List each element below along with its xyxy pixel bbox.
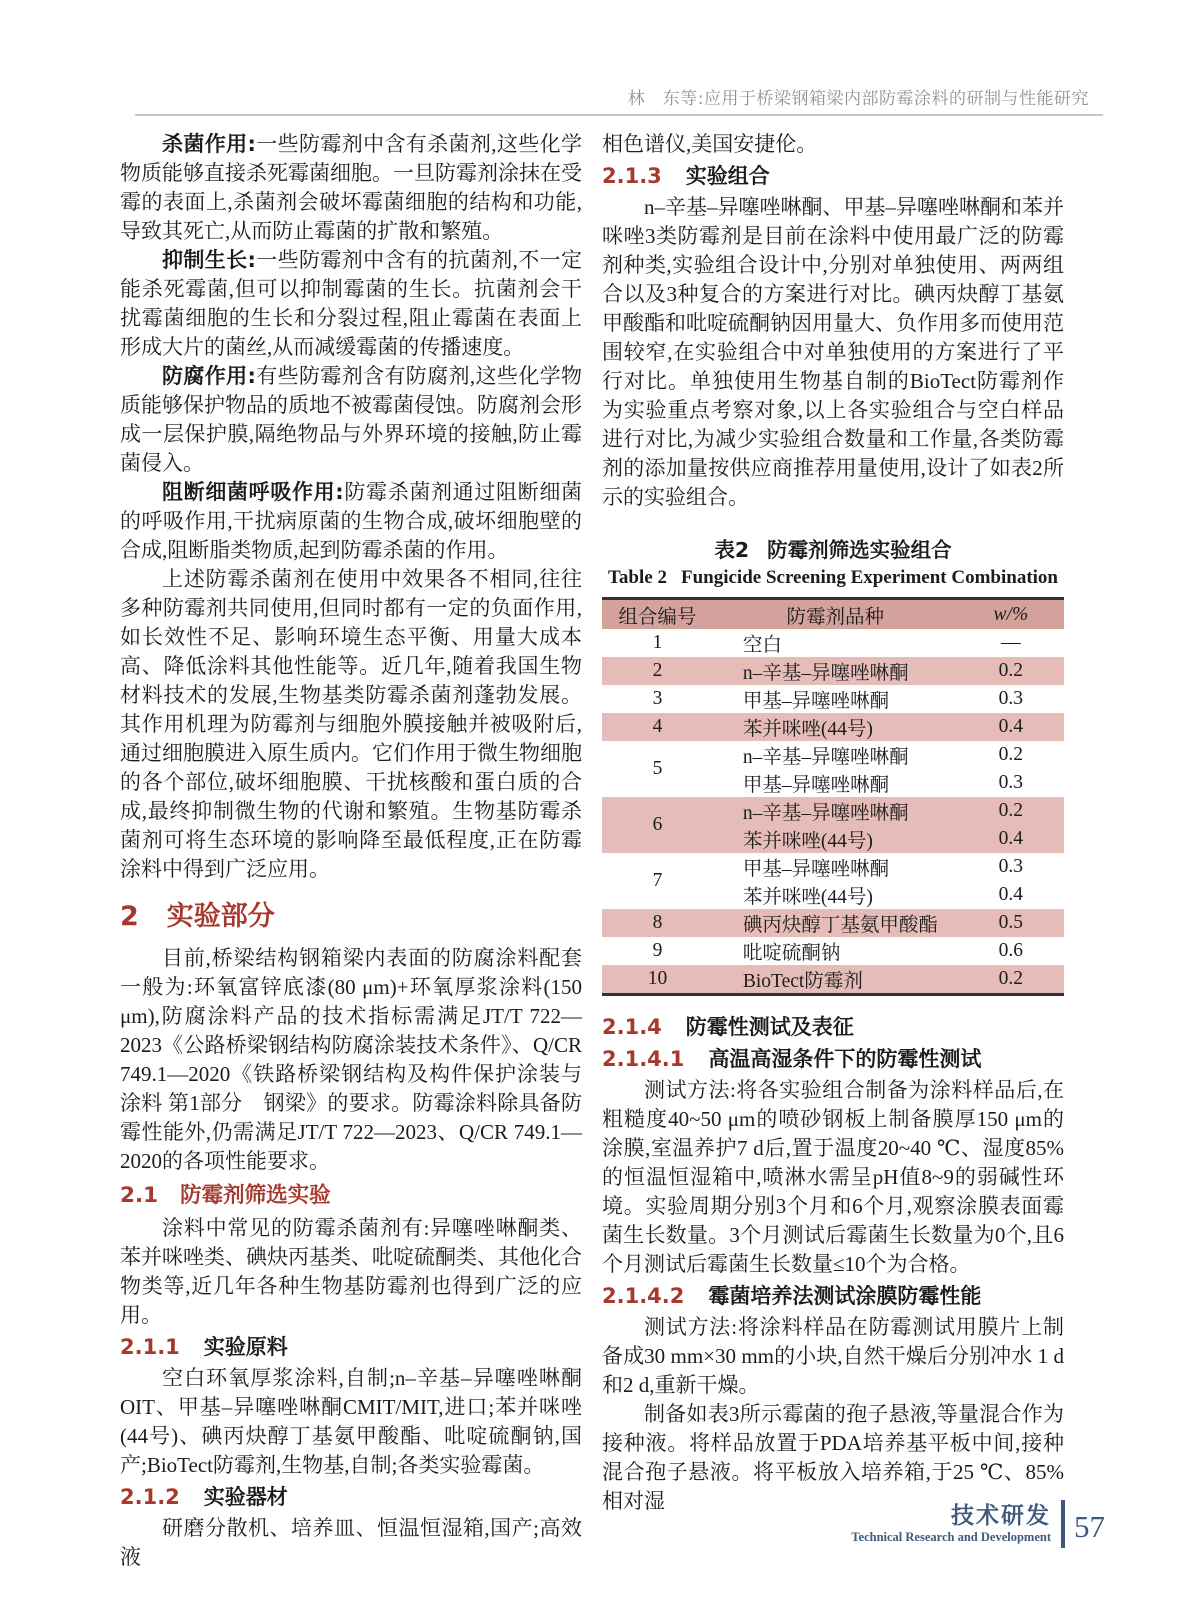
paragraph-spore-suspension: 制备如表3所示霉菌的孢子悬液,等量混合作为接种液。将样品放置于PDA培养基平板中间,接种混合孢子悬液。将平板放入培养箱,于25 ℃、85%相对湿 — [602, 1402, 1064, 1513]
table-header-row — [602, 599, 1064, 630]
table2-caption-cn — [602, 536, 1064, 564]
col-header-weight-percent: w/% — [958, 599, 1064, 630]
cell-w: 0.2 — [958, 657, 1064, 685]
table-row — [602, 741, 1064, 769]
section-2-1-4-1-heading — [602, 1044, 1064, 1074]
fungicide-screening-table — [602, 597, 1064, 996]
table-row — [602, 965, 1064, 995]
paragraph-high-temp-humidity-test: 测试方法:将各实验组合制备为涂料样品后,在粗糙度40~50 μm的喷砂钢板上制备膜厚150 μm的涂膜,室温养护7 d后,置于温度20~40 ℃、湿度85%的恒温恒湿箱中,喷淋水需呈pH值8~9的弱碱性环境。实验周期分别3个月和6个月,观察涂膜表面霉菌生长数量。3个月测试后霉菌生长数量为0个,且6个月测试后霉菌生长数量≤10个为合格。 — [602, 1078, 1064, 1276]
table-row — [602, 713, 1064, 741]
col-header-combination-no: 组合编号 — [602, 599, 713, 630]
paragraph-growth-inhibition — [120, 246, 582, 362]
cell-name: n–辛基–异噻唑啉酮 — [713, 797, 958, 825]
cell-name: 苯并咪唑(44号) — [713, 713, 958, 741]
cell-no: 7 — [652, 870, 663, 891]
cell-no: 3 — [652, 688, 663, 709]
cell-w: 0.2 — [998, 744, 1024, 765]
table-row — [602, 629, 1064, 657]
paragraph-coating-system: 目前,桥梁结构钢箱梁内表面的防腐涂料配套一般为:环氧富锌底漆(80 μm)+环氧厚浆涂料(150 μm),防腐涂料产品的技术指标需满足JT/T 722—2023《公路桥梁钢结构防腐涂装技术条件》、Q/CR 749.1—2020《铁路桥梁钢结构及构件保护涂装与涂料 第1部分 钢梁》的要求。防霉涂料除具备防霉性能外,仍需满足JT/T 722—2023、Q/CR 749.1—2020的各项性能要求。 — [120, 946, 582, 1173]
paragraph-equipment-continued: 相色谱仪,美国安捷伦。 — [602, 132, 818, 156]
table2-caption-en-label: Table 2 — [608, 567, 667, 588]
paragraph-raw-materials: 空白环氧厚浆涂料,自制;n–辛基–异噻唑啉酮OIT、甲基–异噻唑啉酮CMIT/MIT,进口;苯并咪唑(44号)、碘丙炔醇丁基氨甲酸酯、吡啶硫酮钠,国产;BioTect防霉剂,生物基,自制;各类实验霉菌。 — [120, 1366, 582, 1477]
cell-name: 甲基–异噻唑啉酮 — [742, 859, 890, 880]
paragraph-sterilization — [120, 130, 582, 246]
section-title: 霉菌培养法测试涂膜防霉性能 — [708, 1284, 982, 1308]
section-number: 2.1.4 — [602, 1015, 662, 1039]
table2-caption-cn-title: 防霉剂筛选实验组合 — [767, 538, 952, 562]
cell-no: 1 — [652, 632, 663, 653]
footer-section-label — [851, 1503, 1051, 1545]
section-2-1-4-heading — [602, 1012, 1064, 1042]
section-number: 2.1.1 — [120, 1335, 180, 1359]
section-2-1-2-heading — [120, 1482, 582, 1512]
cell-name: 苯并咪唑(44号) — [742, 887, 873, 908]
paragraph-lead: 杀菌作用: — [162, 132, 256, 156]
two-column-body — [120, 130, 1064, 1572]
cell-w: 0.4 — [958, 713, 1064, 741]
paragraph-text: 有些防霉剂含有防腐剂,这些化学物质能够保护物品的质地不被霉菌侵蚀。防腐剂会形成一层保护膜,隔绝物品与外界环境的接触,防止霉菌侵入。 — [120, 364, 582, 475]
cell-no: 5 — [652, 758, 663, 779]
paragraph-summary — [120, 565, 582, 884]
section-2-1-4-2-heading — [602, 1281, 1064, 1311]
table2-caption-en-title: Fungicide Screening Experiment Combination — [680, 567, 1058, 588]
cell-name: 甲基–异噻唑啉酮 — [742, 775, 890, 796]
cell-w: 0.4 — [998, 884, 1024, 905]
paragraph-lead: 抑制生长: — [162, 248, 256, 272]
col-header-fungicide-type: 防霉剂品种 — [713, 599, 958, 630]
paragraph-equipment: 研磨分散机、培养皿、恒温恒湿箱,国产;高效液 — [120, 1516, 582, 1569]
table2-caption-en — [602, 564, 1064, 591]
section-title: 实验器材 — [203, 1485, 288, 1509]
section-title: 高温高湿条件下的防霉性测试 — [708, 1047, 982, 1071]
cell-w: 0.3 — [998, 856, 1024, 877]
footer-section-en: Technical Research and Development — [851, 1530, 1051, 1544]
cell-no: 2 — [602, 657, 713, 685]
cell-w: 0.4 — [958, 825, 1064, 853]
cell-name: 空白 — [742, 635, 782, 656]
cell-w: 0.5 — [958, 909, 1064, 937]
paragraph-anticorrosion — [120, 362, 582, 478]
cell-no: 6 — [602, 797, 713, 853]
table-row — [602, 685, 1064, 713]
cell-w: — — [1001, 632, 1021, 653]
paragraph-mold-culture-method: 测试方法:将涂料样品在防霉测试用膜片上制备成30 mm×30 mm的小块,自然干燥后分别冲水 1 d和2 d,重新干燥。 — [602, 1315, 1064, 1397]
running-head-wrap — [135, 84, 1103, 116]
cell-name: 碘丙炔醇丁基氨甲酸酯 — [713, 909, 958, 937]
paragraph-text: 上述防霉杀菌剂在使用中效果各不相同,往往多种防霉剂共同使用,但同时都有一定的负面作用,如长效性不足、影响环境生态平衡、用量大成本高、降低涂料其他性能等。近几年,随着我国生物材料技术的发展,生物基类防霉杀菌剂蓬勃发展。其作用机理为防霉剂与细胞外膜接触并被吸附后,通过细胞膜进入原生质内。它们作用于微生物细胞的各个部位,破坏细胞膜、干扰核酸和蛋白质的合成,最终抑制微生物的代谢和繁殖。生物基防霉杀菌剂可将生态环境的影响降至最低程度,正在防霉涂料中得到广泛应用。 — [120, 567, 582, 881]
section-title: 实验部分 — [166, 901, 275, 932]
cell-name: n–辛基–异噻唑啉酮 — [742, 747, 909, 768]
cell-w: 0.2 — [958, 797, 1064, 825]
paragraph-combination-design: n–辛基–异噻唑啉酮、甲基–异噻唑啉酮和苯并咪唑3类防霉剂是目前在涂料中使用最广泛的防霉剂种类,实验组合设计中,分别对单独使用、两两组合以及3种复合的方案进行对比。碘丙炔醇丁基氨甲酸酯和吡啶硫酮钠因用量大、负作用多而使用范围较窄,在实验组合中对单独使用的方案进行了平行对比。单独使用生物基自制的BioTect防霉剂作为实验重点考察对象,以上各实验组合与空白样品进行对比,为减少实验组合数量和工作量,各类防霉剂的添加量按供应商推荐用量使用,设计了如表2所示的实验组合。 — [602, 195, 1064, 509]
cell-no: 10 — [602, 965, 713, 995]
cell-name: 甲基–异噻唑啉酮 — [742, 691, 890, 712]
section-title: 防霉性测试及表征 — [685, 1015, 854, 1039]
table2-block — [602, 536, 1064, 996]
section-2-1-1-heading — [120, 1332, 582, 1362]
cell-w: 0.3 — [998, 772, 1024, 793]
cell-w: 0.2 — [958, 965, 1064, 995]
table-row — [602, 937, 1064, 965]
paragraph-respiration-block — [120, 478, 582, 565]
page-number: 57 — [1074, 1509, 1105, 1544]
paragraph-text: 一些防霉剂中含有杀菌剂,这些化学物质能够直接杀死霉菌细胞。一旦防霉剂涂抹在受霉的表面上,杀菌剂会破坏霉菌细胞的结构和功能,导致其死亡,从而防止霉菌的扩散和繁殖。 — [120, 132, 582, 243]
cell-name: n–辛基–异噻唑啉酮 — [713, 657, 958, 685]
section-number: 2.1.4.1 — [602, 1047, 685, 1071]
section-title: 实验组合 — [685, 164, 770, 188]
running-head: 林 东等:应用于桥梁钢箱梁内部防霉涂料的研制与性能研究 — [627, 89, 1089, 109]
page-footer — [851, 1500, 1105, 1548]
paragraph-text: 一些防霉剂中含有的抗菌剂,不一定能杀死霉菌,但可以抑制霉菌的生长。抗菌剂会干扰霉菌细胞的生长和分裂过程,阻止霉菌在表面上形成大片的菌丝,从而减缓霉菌的传播速度。 — [120, 248, 582, 359]
cell-name: 苯并咪唑(44号) — [713, 825, 958, 853]
section-number: 2.1 — [120, 1183, 159, 1208]
footer-divider-bar — [1061, 1500, 1065, 1548]
cell-name: BioTect防霉剂 — [713, 965, 958, 995]
table-row — [602, 853, 1064, 881]
section-title: 实验原料 — [203, 1335, 288, 1359]
cell-no: 8 — [602, 909, 713, 937]
section-number: 2.1.3 — [602, 164, 662, 188]
section-number: 2.1.4.2 — [602, 1284, 685, 1308]
cell-no: 9 — [652, 940, 663, 961]
table2-caption-cn-label: 表2 — [714, 538, 750, 562]
section-2-heading — [120, 900, 582, 934]
section-title: 防霉剂筛选实验 — [180, 1183, 331, 1208]
section-2-1-3-heading — [602, 161, 1064, 191]
section-2-1-heading — [120, 1181, 582, 1211]
paragraph-lead: 阻断细菌呼吸作用: — [162, 480, 344, 504]
cell-no: 4 — [602, 713, 713, 741]
footer-section-cn: 技术研发 — [951, 1503, 1051, 1529]
right-column — [602, 130, 1064, 1572]
header-rule — [135, 114, 1103, 116]
table-row — [602, 909, 1064, 937]
cell-w: 0.6 — [998, 940, 1024, 961]
paragraph-text: 防霉杀菌剂通过阻断细菌的呼吸作用,干扰病原菌的生物合成,破坏细胞壁的合成,阻断脂类物质,起到防霉杀菌的作用。 — [120, 480, 582, 562]
table-row — [602, 657, 1064, 685]
section-number: 2 — [120, 901, 139, 932]
paragraph-fungicide-types: 涂料中常见的防霉杀菌剂有:异噻唑啉酮类、苯并咪唑类、碘炔丙基类、吡啶硫酮类、其他化合物类等,近几年各种生物基防霉剂也得到广泛的应用。 — [120, 1216, 582, 1327]
table-row — [602, 797, 1064, 825]
paragraph-lead: 防腐作用: — [162, 364, 256, 388]
cell-name: 吡啶硫酮钠 — [742, 943, 841, 964]
cell-w: 0.3 — [998, 688, 1024, 709]
section-number: 2.1.2 — [120, 1485, 180, 1509]
left-column — [120, 130, 582, 1572]
